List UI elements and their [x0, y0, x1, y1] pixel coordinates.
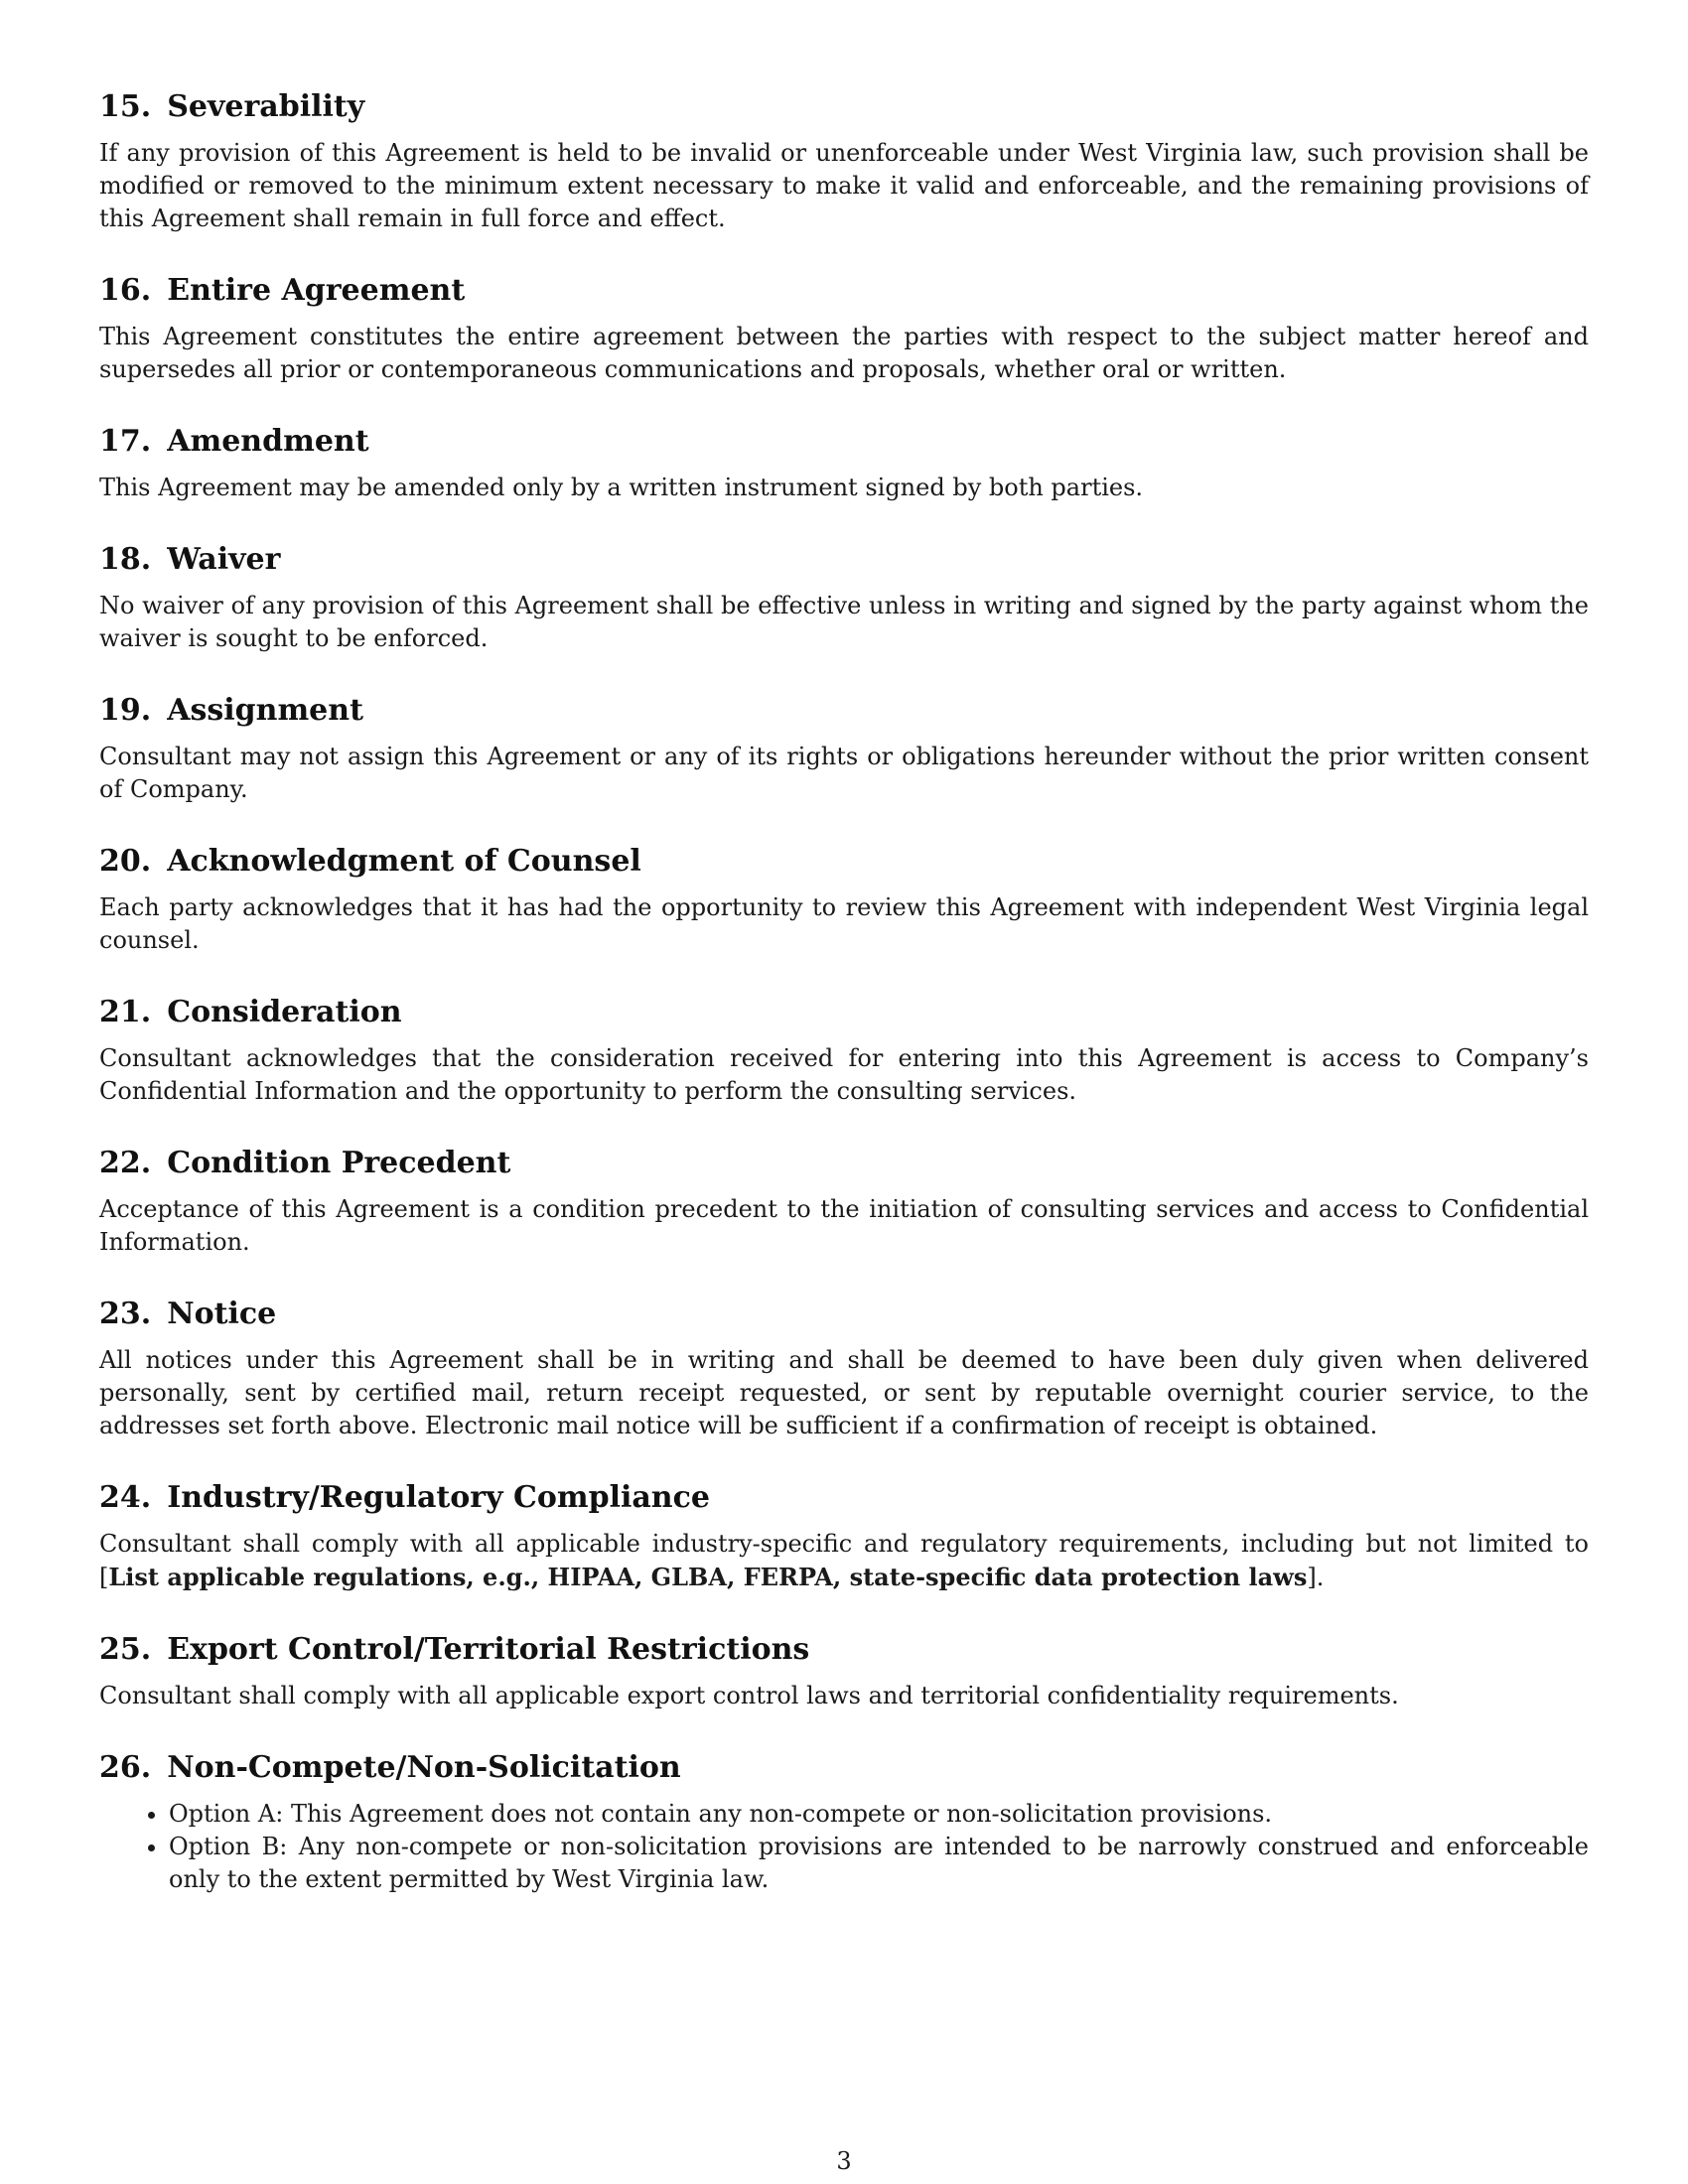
section-heading — [99, 538, 1589, 582]
section-title: Assignment — [167, 693, 363, 728]
section-title: Notice — [167, 1297, 277, 1331]
section-22-condition-precedent — [99, 1142, 1589, 1259]
section-number: 15. — [99, 89, 152, 124]
section-number: 24. — [99, 1480, 152, 1515]
section-heading — [99, 420, 1589, 464]
section-title: Entire Agreement — [167, 273, 466, 308]
section-title: Industry/Regulatory Compliance — [167, 1480, 710, 1515]
section-heading — [99, 1142, 1589, 1185]
section-body: Consultant may not assign this Agreement or any of its rights or obligations hereunder without the prior written consent of Company. — [99, 743, 1589, 803]
section-21-consideration — [99, 991, 1589, 1108]
section-body-suffix: ]. — [1307, 1564, 1325, 1591]
section-body — [99, 1528, 1589, 1594]
section-heading — [99, 1293, 1589, 1336]
section-title: Consideration — [167, 995, 402, 1029]
section-number: 25. — [99, 1632, 152, 1667]
section-19-assignment — [99, 689, 1589, 806]
section-heading — [99, 991, 1589, 1034]
option-a-item: • Option A: This Agreement does not contain any non-compete or non-solicitation provisions. — [169, 1798, 1589, 1831]
section-title: Waiver — [167, 542, 281, 577]
section-number: 22. — [99, 1146, 152, 1180]
section-heading — [99, 269, 1589, 313]
section-heading — [99, 1476, 1589, 1520]
section-number: 18. — [99, 542, 152, 577]
regulations-placeholder: List applicable regulations, e.g., HIPAA, GLBA, FERPA, state-specific data protection laws — [108, 1563, 1308, 1591]
section-body: If any provision of this Agreement is held to be invalid or unenforceable under West Virginia law, such provision shall be modified or removed to the minimum extent necessary to make it valid and enforceable, and the remaining provisions of this Agreement shall remain in full force and effect. — [99, 139, 1589, 232]
section-body-prefix: Consultant shall comply with all applicable industry-specific and regulatory requirements, including but not limited to [ — [99, 1530, 1589, 1591]
section-body: No waiver of any provision of this Agreement shall be effective unless in writing and signed by the party against whom the waiver is sought to be enforced. — [99, 592, 1589, 652]
section-heading — [99, 1628, 1589, 1672]
page-number: 3 — [836, 2147, 852, 2175]
section-body: Acceptance of this Agreement is a condition precedent to the initiation of consulting services and access to Confidential Information. — [99, 1195, 1589, 1256]
section-title: Severability — [167, 89, 365, 124]
section-number: 19. — [99, 693, 152, 728]
section-heading — [99, 840, 1589, 884]
section-number: 23. — [99, 1297, 152, 1331]
section-body: Consultant acknowledges that the consideration received for entering into this Agreement is access to Company’s Confidential Information and the opportunity to perform the consulting services. — [99, 1044, 1589, 1105]
section-title: Condition Precedent — [167, 1146, 511, 1180]
section-body: Consultant shall comply with all applicable export control laws and territorial confidentiality requirements. — [99, 1682, 1399, 1709]
section-body: This Agreement constitutes the entire agreement between the parties with respect to the subject matter hereof and supersedes all prior or contemporaneous communications and proposals, whether oral or written. — [99, 323, 1589, 383]
section-number: 20. — [99, 844, 152, 879]
section-body: Each party acknowledges that it has had the opportunity to review this Agreement with independent West Virginia legal counsel. — [99, 893, 1589, 954]
section-15-severability — [99, 85, 1589, 235]
section-title: Non-Compete/Non-Solicitation — [167, 1750, 681, 1785]
section-title: Amendment — [167, 424, 369, 459]
section-number: 16. — [99, 273, 152, 308]
section-heading — [99, 1746, 1589, 1790]
section-17-amendment — [99, 420, 1589, 504]
section-number: 17. — [99, 424, 152, 459]
section-23-notice — [99, 1293, 1589, 1442]
section-18-waiver — [99, 538, 1589, 655]
document-page — [99, 85, 1589, 1930]
section-title: Acknowledgment of Counsel — [167, 844, 641, 879]
section-body: This Agreement may be amended only by a written instrument signed by both parties. — [99, 474, 1144, 501]
option-b-item: • Option B: Any non-compete or non-solicitation provisions are intended to be narrowly construed and enforceable only to the extent permitted by West Virginia law. — [169, 1831, 1589, 1896]
section-26-non-compete — [99, 1746, 1589, 1896]
section-title: Export Control/Territorial Restrictions — [167, 1632, 810, 1667]
section-number: 21. — [99, 995, 152, 1029]
options-list — [99, 1798, 1589, 1896]
section-25-export-control — [99, 1628, 1589, 1712]
section-20-acknowledgment-of-counsel — [99, 840, 1589, 957]
section-24-industry-regulatory-compliance — [99, 1476, 1589, 1594]
section-16-entire-agreement — [99, 269, 1589, 386]
section-number: 26. — [99, 1750, 152, 1785]
section-body: All notices under this Agreement shall be in writing and shall be deemed to have been duly given when delivered personally, sent by certified mail, return receipt requested, or sent by reputable overnight courier service, to the addresses set forth above. Electronic mail notice will be sufficient if a confirmation of receipt is obtained. — [99, 1346, 1589, 1439]
section-heading — [99, 689, 1589, 733]
section-heading — [99, 85, 1589, 129]
